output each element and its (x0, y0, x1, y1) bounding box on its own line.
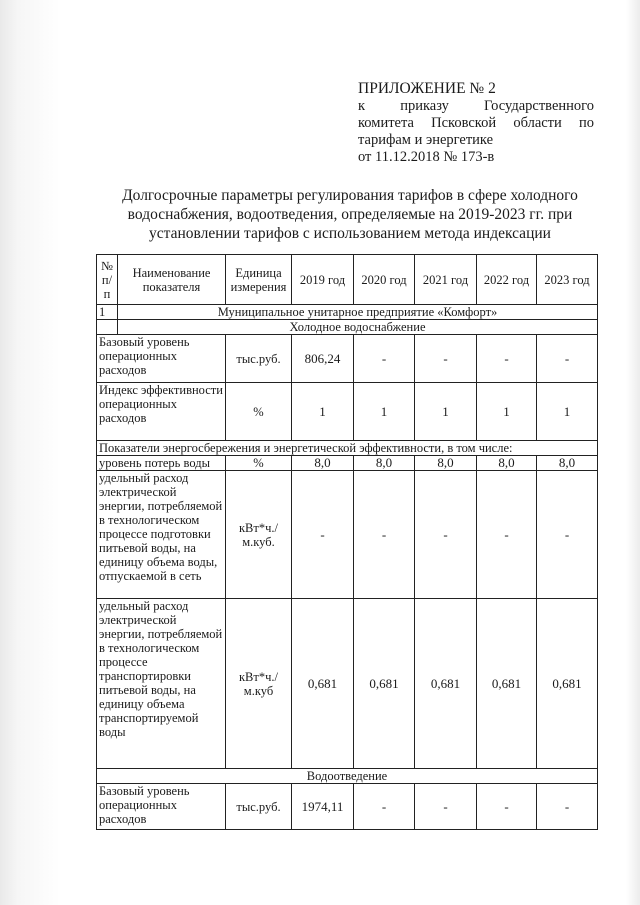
header-line-3: комитета Псковской области по (358, 115, 594, 131)
value-cell: 0,681 (354, 599, 415, 769)
table-row (97, 335, 598, 383)
value-cell: - (415, 471, 477, 599)
indicator-name: удельный расход электрической энергии, потребляемой в технологическом процессе транспортировки питьевой воды, на единицу объема транспортируемой воды (97, 599, 226, 769)
energy-header-row (97, 441, 598, 456)
organization-name: Муниципальное унитарное предприятие «Комфорт» (118, 305, 598, 320)
value-cell: - (292, 471, 354, 599)
indicator-unit: тыс.руб. (226, 335, 292, 383)
scan-shadow-left (0, 0, 60, 905)
table-row (97, 784, 598, 830)
header-num: № п/п (97, 255, 118, 305)
indicator-unit: % (226, 456, 292, 471)
table-row (97, 456, 598, 471)
value-cell: 8,0 (537, 456, 598, 471)
indicator-name: Индекс эффективности операционных расходов (97, 383, 226, 441)
value-cell: 1974,11 (292, 784, 354, 830)
value-cell: 0,681 (415, 599, 477, 769)
scan-shadow-right (626, 0, 640, 905)
value-cell: - (415, 784, 477, 830)
header-year: 2019 год (292, 255, 354, 305)
indicator-name: уровень потерь воды (97, 456, 226, 471)
value-cell: 1 (354, 383, 415, 441)
section-row (97, 769, 598, 784)
value-cell: 1 (477, 383, 537, 441)
value-cell: - (354, 335, 415, 383)
value-cell: - (477, 784, 537, 830)
value-cell: - (415, 335, 477, 383)
value-cell: 0,681 (477, 599, 537, 769)
header-year: 2021 год (415, 255, 477, 305)
value-cell: 8,0 (477, 456, 537, 471)
header-year: 2023 год (537, 255, 598, 305)
indicator-unit: тыс.руб. (226, 784, 292, 830)
indicator-name: удельный расход электрической энергии, потребляемой в технологическом процессе подготовки питьевой воды, на единицу объема воды, отпускаемой в сеть (97, 471, 226, 599)
value-cell: - (537, 471, 598, 599)
indicator-unit: % (226, 383, 292, 441)
indicator-name: Базовый уровень операционных расходов (97, 335, 226, 383)
header-line-2: к приказу Государственного (358, 98, 594, 114)
value-cell: 0,681 (537, 599, 598, 769)
value-cell: - (477, 335, 537, 383)
value-cell: 8,0 (354, 456, 415, 471)
value-cell: 8,0 (292, 456, 354, 471)
value-cell: 1 (415, 383, 477, 441)
document-title: Долгосрочные параметры регулирования тарифов в сфере холодного водоснабжения, водоотведения, определяемые на 2019-2023 гг. при установлении тарифов с использованием метода индексации (122, 187, 578, 242)
value-cell: 8,0 (415, 456, 477, 471)
value-cell: 1 (292, 383, 354, 441)
value-cell: - (537, 335, 598, 383)
header-line-4: тарифам и энергетике (358, 132, 494, 148)
value-cell: - (354, 471, 415, 599)
value-cell: 0,681 (292, 599, 354, 769)
value-cell: - (537, 784, 598, 830)
header-name: Наименование показателя (118, 255, 226, 305)
value-cell: - (354, 784, 415, 830)
header-date: от 11.12.2018 № 173-в (358, 149, 495, 165)
energy-section-header: Показатели энергосбережения и энергетической эффективности, в том числе: (97, 441, 598, 456)
header-unit: Единица измерения (226, 255, 292, 305)
appendix-title: ПРИЛОЖЕНИЕ № 2 (358, 80, 496, 97)
table-row (97, 471, 598, 599)
table-row (97, 383, 598, 441)
table-header-row (97, 255, 598, 305)
indicator-unit: кВт*ч./м.куб (226, 599, 292, 769)
header-year: 2020 год (354, 255, 415, 305)
section-row (97, 320, 598, 335)
value-cell: 1 (537, 383, 598, 441)
section-wastewater: Водоотведение (97, 769, 598, 784)
org-number: 1 (97, 305, 118, 320)
indicator-unit: кВт*ч./м.куб. (226, 471, 292, 599)
value-cell: 806,24 (292, 335, 354, 383)
section-cold-water: Холодное водоснабжение (118, 320, 598, 335)
indicator-name: Базовый уровень операционных расходов (97, 784, 226, 830)
tariff-parameters-table (96, 254, 598, 830)
organization-row (97, 305, 598, 320)
header-year: 2022 год (477, 255, 537, 305)
appendix-header (358, 80, 594, 166)
value-cell: - (477, 471, 537, 599)
table-row (97, 599, 598, 769)
